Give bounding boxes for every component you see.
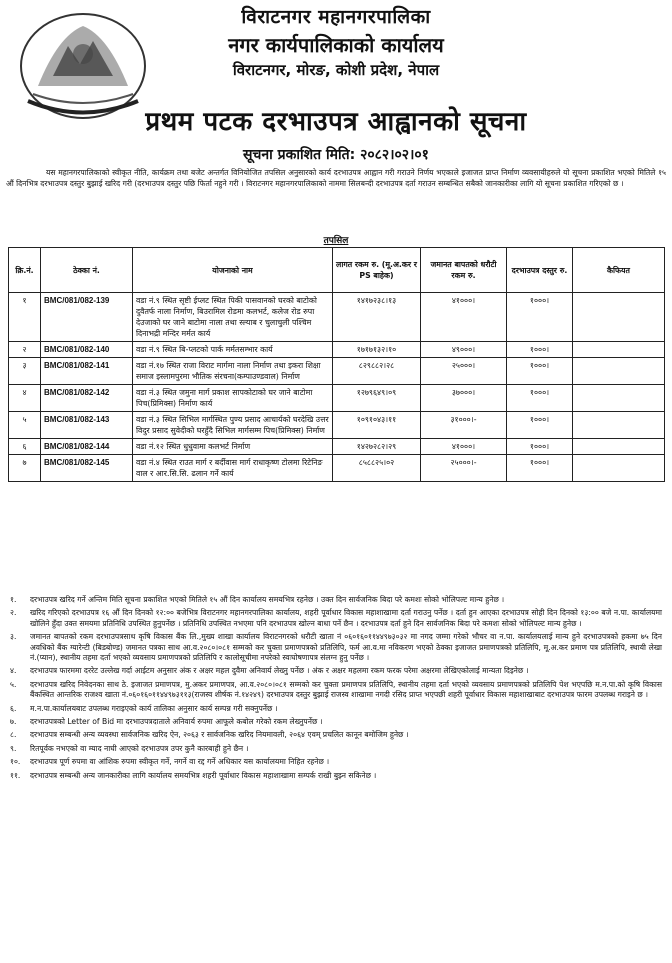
cell-remarks bbox=[573, 342, 665, 358]
cell-fee: १०००। bbox=[507, 385, 573, 412]
cell-code: BMC/081/082-140 bbox=[41, 342, 133, 358]
cell-sn: ७ bbox=[9, 455, 41, 482]
cell-code: BMC/081/082-141 bbox=[41, 358, 133, 385]
cell-sn: १ bbox=[9, 293, 41, 342]
note-text: जमानत बापतको रकम दरभाउपत्रसाथ कृषि विकास बैंक लि.,मुख्य शाखा कार्यालय विराटनगरको धरौटी खाता नं ०६०१६०११४४९७३०३२ मा नगद जम्मा गरेको भौचर वा न.पा. कार्यालयलाई मान्य हुने दरभाउपत्रको हकमा ७५ दिन अवधिको बैंक ग्यारेन्टी (बिडबोण्ड) जमानत पत्रका साथ आ.व.२०८०।०८१ सम्मको कर चुक्ता प्रमाणपत्रको प्रतिलिपि, फर्म आ.व.मा नविकरण भएको ठेक्का इजाजत प्रमाणपत्रको प्रतिलिपि, मू.अ.कर प्रमाण पत्र प्रतिलिपि, स्थायी लेखा नं.(प्यान), स्थानीय तहमा दर्ता भएको व्यवसाय प्रमाणपत्रको प्रतिलिपि र कालोसूचीमा नपरेको स्वःघोषणापत्र संलग्न हुनु पर्नेछ । bbox=[30, 632, 662, 663]
list-item bbox=[6, 744, 662, 754]
table-row bbox=[9, 358, 665, 385]
cell-sn: ५ bbox=[9, 412, 41, 439]
cell-fee: १०००। bbox=[507, 293, 573, 342]
cell-code: BMC/081/082-143 bbox=[41, 412, 133, 439]
cell-deposit: ४१०००। bbox=[421, 293, 507, 342]
col-header-cost: लागत रकम रु. (मू.अ.कर र PS बाहेक) bbox=[333, 248, 421, 293]
note-text: दरभाउपत्रको Letter of Bid मा दरभाउपत्रदाताले अनिवार्य रुपमा आफूले कबोल गरेको रकम लेख्नुपर्नेछ । bbox=[30, 717, 323, 727]
cell-deposit: ४१०००। bbox=[421, 439, 507, 455]
note-text: म.न.पा.कार्यालयबाट उपलब्ध गराइएको कार्य तालिका अनुसार कार्य सम्पन्न गरी सक्नुपर्नेछ । bbox=[30, 703, 278, 713]
note-text: दरभाउपत्र सम्बन्धी अन्य जानकारीका लागि कार्यालय समयभित्र शहरी पूर्वाधार विकास महाशाखामा सम्पर्क राखी बुझ्न सकिनेछ । bbox=[30, 770, 377, 780]
col-header-name: योजनाको नाम bbox=[133, 248, 333, 293]
cell-code: BMC/081/082-142 bbox=[41, 385, 133, 412]
note-text: खरिद गरिएको दरभाउपत्र १६ औं दिन दिनको १२:०० बजेभित्र विराटनगर महानगरपालिका कार्यालय, शहरी पूर्वाधार विकास महाशाखामा दर्ता गराउनु पर्नेछ । दर्ता हुन आएका दरभाउपत्र सोही दिन दिनको १३:०० बजे न.पा. कार्यालयमा खोलिने हुँदा उक्त समयमा प्रतिनिधि उपस्थित हुनुपर्नेछ । प्रतिनिधि उपस्थित नभएमा पनि दरभाउपत्र खोल्न बाधा पर्ने छैन । दरभाउपत्र दर्ता हुने दिन सार्वजनिक बिदा परे कमशः सोको भोलिपल्ट मान्य हुनेछ । bbox=[30, 608, 662, 628]
note-text: दरभाउपत्र खरिद गर्ने अन्तिम मिति सूचना प्रकाशित भएको मितिले १५ औं दिन कार्यालय समयभित्र रहनेछ । उक्त दिन सार्वजनिक बिदा परे कमशः सोको भोलिपल्ट मान्य हुनेछ । bbox=[30, 595, 505, 604]
cell-sn: २ bbox=[9, 342, 41, 358]
cell-cost: १७१७१३२।१० bbox=[333, 342, 421, 358]
cell-fee: १०००। bbox=[507, 412, 573, 439]
table-caption: तपसिल bbox=[323, 236, 349, 246]
municipality-name: विराटनगर महानगरपालिका bbox=[241, 6, 431, 28]
cell-code: BMC/081/082-145 bbox=[41, 455, 133, 482]
cell-remarks bbox=[573, 293, 665, 342]
note-text: दरभाउपत्र सम्बन्धी अन्य व्यवस्था सार्वजनिक खरिद ऐन, २०६३ र सार्वजनिक खरिद नियमावली, २०६४ एवम् प्रचलित कानून बमोजिम हुनेछ । bbox=[30, 730, 409, 740]
cell-name: वडा नं.३ स्थित जमुना मार्ग प्रकाश सापकोटाको घर जाने बाटोमा पिच(प्रिमिक्स) निर्माण कार्य bbox=[133, 385, 333, 412]
cell-name: वडा नं.३ स्थित सिभिल मार्गस्थित पुण्य प्रसाद आचार्यको घरदेखि उत्तर विदुर प्रसाद सुवेदीको घरहुँदै सिभिल मार्गसम्म पिच(प्रिमिक्स) निर्माण bbox=[133, 412, 333, 439]
list-item bbox=[6, 704, 662, 714]
list-item bbox=[6, 595, 662, 605]
cell-fee: १०००। bbox=[507, 358, 573, 385]
cell-name: वडा नं.९ स्थित सृष्टी ईप्लट स्थित पिकी पासवानको घरको बाटोको दुवैतर्फ नाला निर्माण, बिउरामिल रोडमा कलभर्ट, कलेज रोड रुपा देउजाको घर जाने बाटोमा नाला तथा स्ल्याब र चुलाचुली पश्चिम दिनाभद्री मन्दिर मर्मत कार्य bbox=[133, 293, 333, 342]
note-number: ७. bbox=[10, 717, 17, 727]
col-header-deposit: जमानत बापतको धरौटी रकम रु. bbox=[421, 248, 507, 293]
cell-code: BMC/081/082-144 bbox=[41, 439, 133, 455]
note-number: ३. bbox=[10, 632, 17, 642]
note-number: ६. bbox=[10, 703, 17, 713]
cell-sn: ४ bbox=[9, 385, 41, 412]
publication-date-value: २०८२।०२।०१ bbox=[360, 147, 429, 163]
cell-remarks bbox=[573, 455, 665, 482]
table-row bbox=[9, 293, 665, 342]
cell-cost: १०९१०४३।११ bbox=[333, 412, 421, 439]
cell-sn: ३ bbox=[9, 358, 41, 385]
list-item bbox=[6, 608, 662, 629]
tender-table bbox=[8, 247, 665, 482]
cell-name: वडा नं.४ स्थित राउत मार्ग र बर्दीवास मार्ग राधाकृष्ण टोलमा रिटेनिङ वाल र आर.सि.सि. ढलान गर्ने कार्य bbox=[133, 455, 333, 482]
cell-name: वडा नं.१७ स्थित राजा विराट मार्गमा नाला निर्माण तथा इकरा शिक्षा समाज इस्लामपुरमा भौतिक संरचना(कम्पाउण्डवाल) निर्माण bbox=[133, 358, 333, 385]
cell-name: वडा नं.१२ स्थित धुधुवामा कलभर्ट निर्माण bbox=[133, 439, 333, 455]
note-text: दरभाउपत्र फारममा दररेट उल्लेख गर्दा आईटम अनुसार अंक र अक्षर महल दुवैमा अनिवार्य लेख्नु पर्नेछ । अंक र अक्षर महलमा रकम फरक परेमा अक्षरमा लेखिएकोलाई मान्यता दिइनेछ । bbox=[30, 666, 529, 676]
notice-title: प्रथम पटक दरभाउपत्र आह्वानको सूचना bbox=[145, 107, 527, 137]
cell-cost: १२७९६४९।०९ bbox=[333, 385, 421, 412]
office-header bbox=[0, 4, 672, 81]
cell-remarks bbox=[573, 412, 665, 439]
list-item bbox=[6, 632, 662, 663]
note-number: २. bbox=[10, 608, 17, 618]
cell-fee: १०००। bbox=[507, 455, 573, 482]
office-name: नगर कार्यपालिकाको कार्यालय bbox=[228, 33, 444, 57]
cell-deposit: ३१०००।- bbox=[421, 412, 507, 439]
table-row bbox=[9, 385, 665, 412]
cell-remarks bbox=[573, 385, 665, 412]
note-number: ५. bbox=[10, 679, 17, 689]
cell-name: वडा नं.९ स्थित बि-प्लटको पार्क मर्मतसम्भार कार्य bbox=[133, 342, 333, 358]
cell-cost: १४१७२३८।१३ bbox=[333, 293, 421, 342]
cell-sn: ६ bbox=[9, 439, 41, 455]
note-text: दरभाउपत्र खरिद निवेदनका साथ ठे. इजाजत प्रमाणपत्र, मु.अकर प्रमाणपत्र, आ.व.२०८०।०८१ सम्मको कर चुक्ता प्रमाणपत्र प्रतिलिपि, स्थानीय तहमा दर्ता भएको व्यवसाय प्रमाणपत्रको प्रतिलिपि पेश भएपछि म.न.पा.को कृषि विकास बैंकस्थित आन्तरिक राजश्व खाता नं.०६०१६०११४४९७३११३(राजस्व शीर्षक नं.१४२४९) दरभाउपत्र दस्तुर बुझाई राजस्व शाखामा नगदी रसिद प्राप्त भएपछी शहरी पूर्वाधार विकास महाशाखाबाट दरभाउपत्र फारम उपलब्ध गराइने छ । bbox=[30, 679, 662, 700]
note-number: ४. bbox=[10, 666, 17, 676]
note-number: ९. bbox=[10, 743, 17, 753]
list-item bbox=[6, 771, 662, 781]
note-number: ८. bbox=[10, 730, 17, 740]
col-header-code: ठेक्का नं. bbox=[41, 248, 133, 293]
table-header-row bbox=[9, 248, 665, 293]
col-header-sn: क्रि.नं. bbox=[9, 248, 41, 293]
cell-deposit: २५०००।- bbox=[421, 455, 507, 482]
cell-deposit: ४९०००। bbox=[421, 342, 507, 358]
cell-remarks bbox=[573, 358, 665, 385]
cell-cost: १४२७२८२।२९ bbox=[333, 439, 421, 455]
list-item bbox=[6, 680, 662, 701]
cell-code: BMC/081/082-139 bbox=[41, 293, 133, 342]
note-number: ११. bbox=[10, 770, 21, 780]
table-row bbox=[9, 342, 665, 358]
publication-date-label: सूचना प्रकाशित मिति: bbox=[243, 147, 356, 163]
cell-deposit: ३७०००। bbox=[421, 385, 507, 412]
notice-intro: यस महानगरपालिकाको स्वीकृत नीति, कार्यक्रम तथा बजेट अन्तर्गत विनियोजित तपसिल अनुसारको कार्य दरभाउपत्र आह्वान गरी गराउने निर्णय भएकाले इजाजत प्राप्त निर्माण व्यवसायीहरुले यो सूचना प्रकाशित भएको मितिले १५ औं दिनभित्र दरभाउपत्र दस्तुर बुझाई खरिद गरी (दरभाउपत्र दस्तुर पछि फिर्ता नहुने गरी । विराटनगर महानगरपालिकाको नाममा सिलबन्दी दरभाउपत्र दर्ता गराउन सम्बन्धित सबैको जानकारीका लागि यो सूचना प्रकाशित गरिएको छ । bbox=[6, 168, 666, 188]
cell-fee: १०००। bbox=[507, 439, 573, 455]
note-number: १. bbox=[10, 595, 17, 604]
cell-fee: १०००। bbox=[507, 342, 573, 358]
note-text: दरभाउपत्र पूर्ण रुपमा वा आंशिक रुपमा स्वीकृत गर्ने, नगर्ने वा रद्द गर्ने अधिकार यस कार्यालयमा निहित रहनेछ । bbox=[30, 757, 330, 767]
list-item bbox=[6, 730, 662, 740]
note-number: १०. bbox=[10, 757, 21, 767]
col-header-remarks: कैफियत bbox=[573, 248, 665, 293]
cell-deposit: २५०००। bbox=[421, 358, 507, 385]
publication-date bbox=[0, 145, 672, 164]
table-row bbox=[9, 455, 665, 482]
col-header-fee: दरभाउपत्र दस्तुर रु. bbox=[507, 248, 573, 293]
list-item bbox=[6, 666, 662, 676]
note-text: रितपूर्वक नभएको वा म्याद नाघी आएको दरभाउपत्र उपर कुनै कारबाही हुने छैन । bbox=[30, 743, 249, 753]
list-item bbox=[6, 717, 662, 727]
table-row bbox=[9, 439, 665, 455]
list-item bbox=[6, 757, 662, 767]
cell-cost: ८२९८८२।२८ bbox=[333, 358, 421, 385]
terms-list bbox=[6, 595, 662, 784]
office-address: विराटनगर, मोरङ, कोशी प्रदेश, नेपाल bbox=[232, 61, 440, 79]
table-row bbox=[9, 412, 665, 439]
cell-cost: ८५८८२५।०२ bbox=[333, 455, 421, 482]
cell-remarks bbox=[573, 439, 665, 455]
